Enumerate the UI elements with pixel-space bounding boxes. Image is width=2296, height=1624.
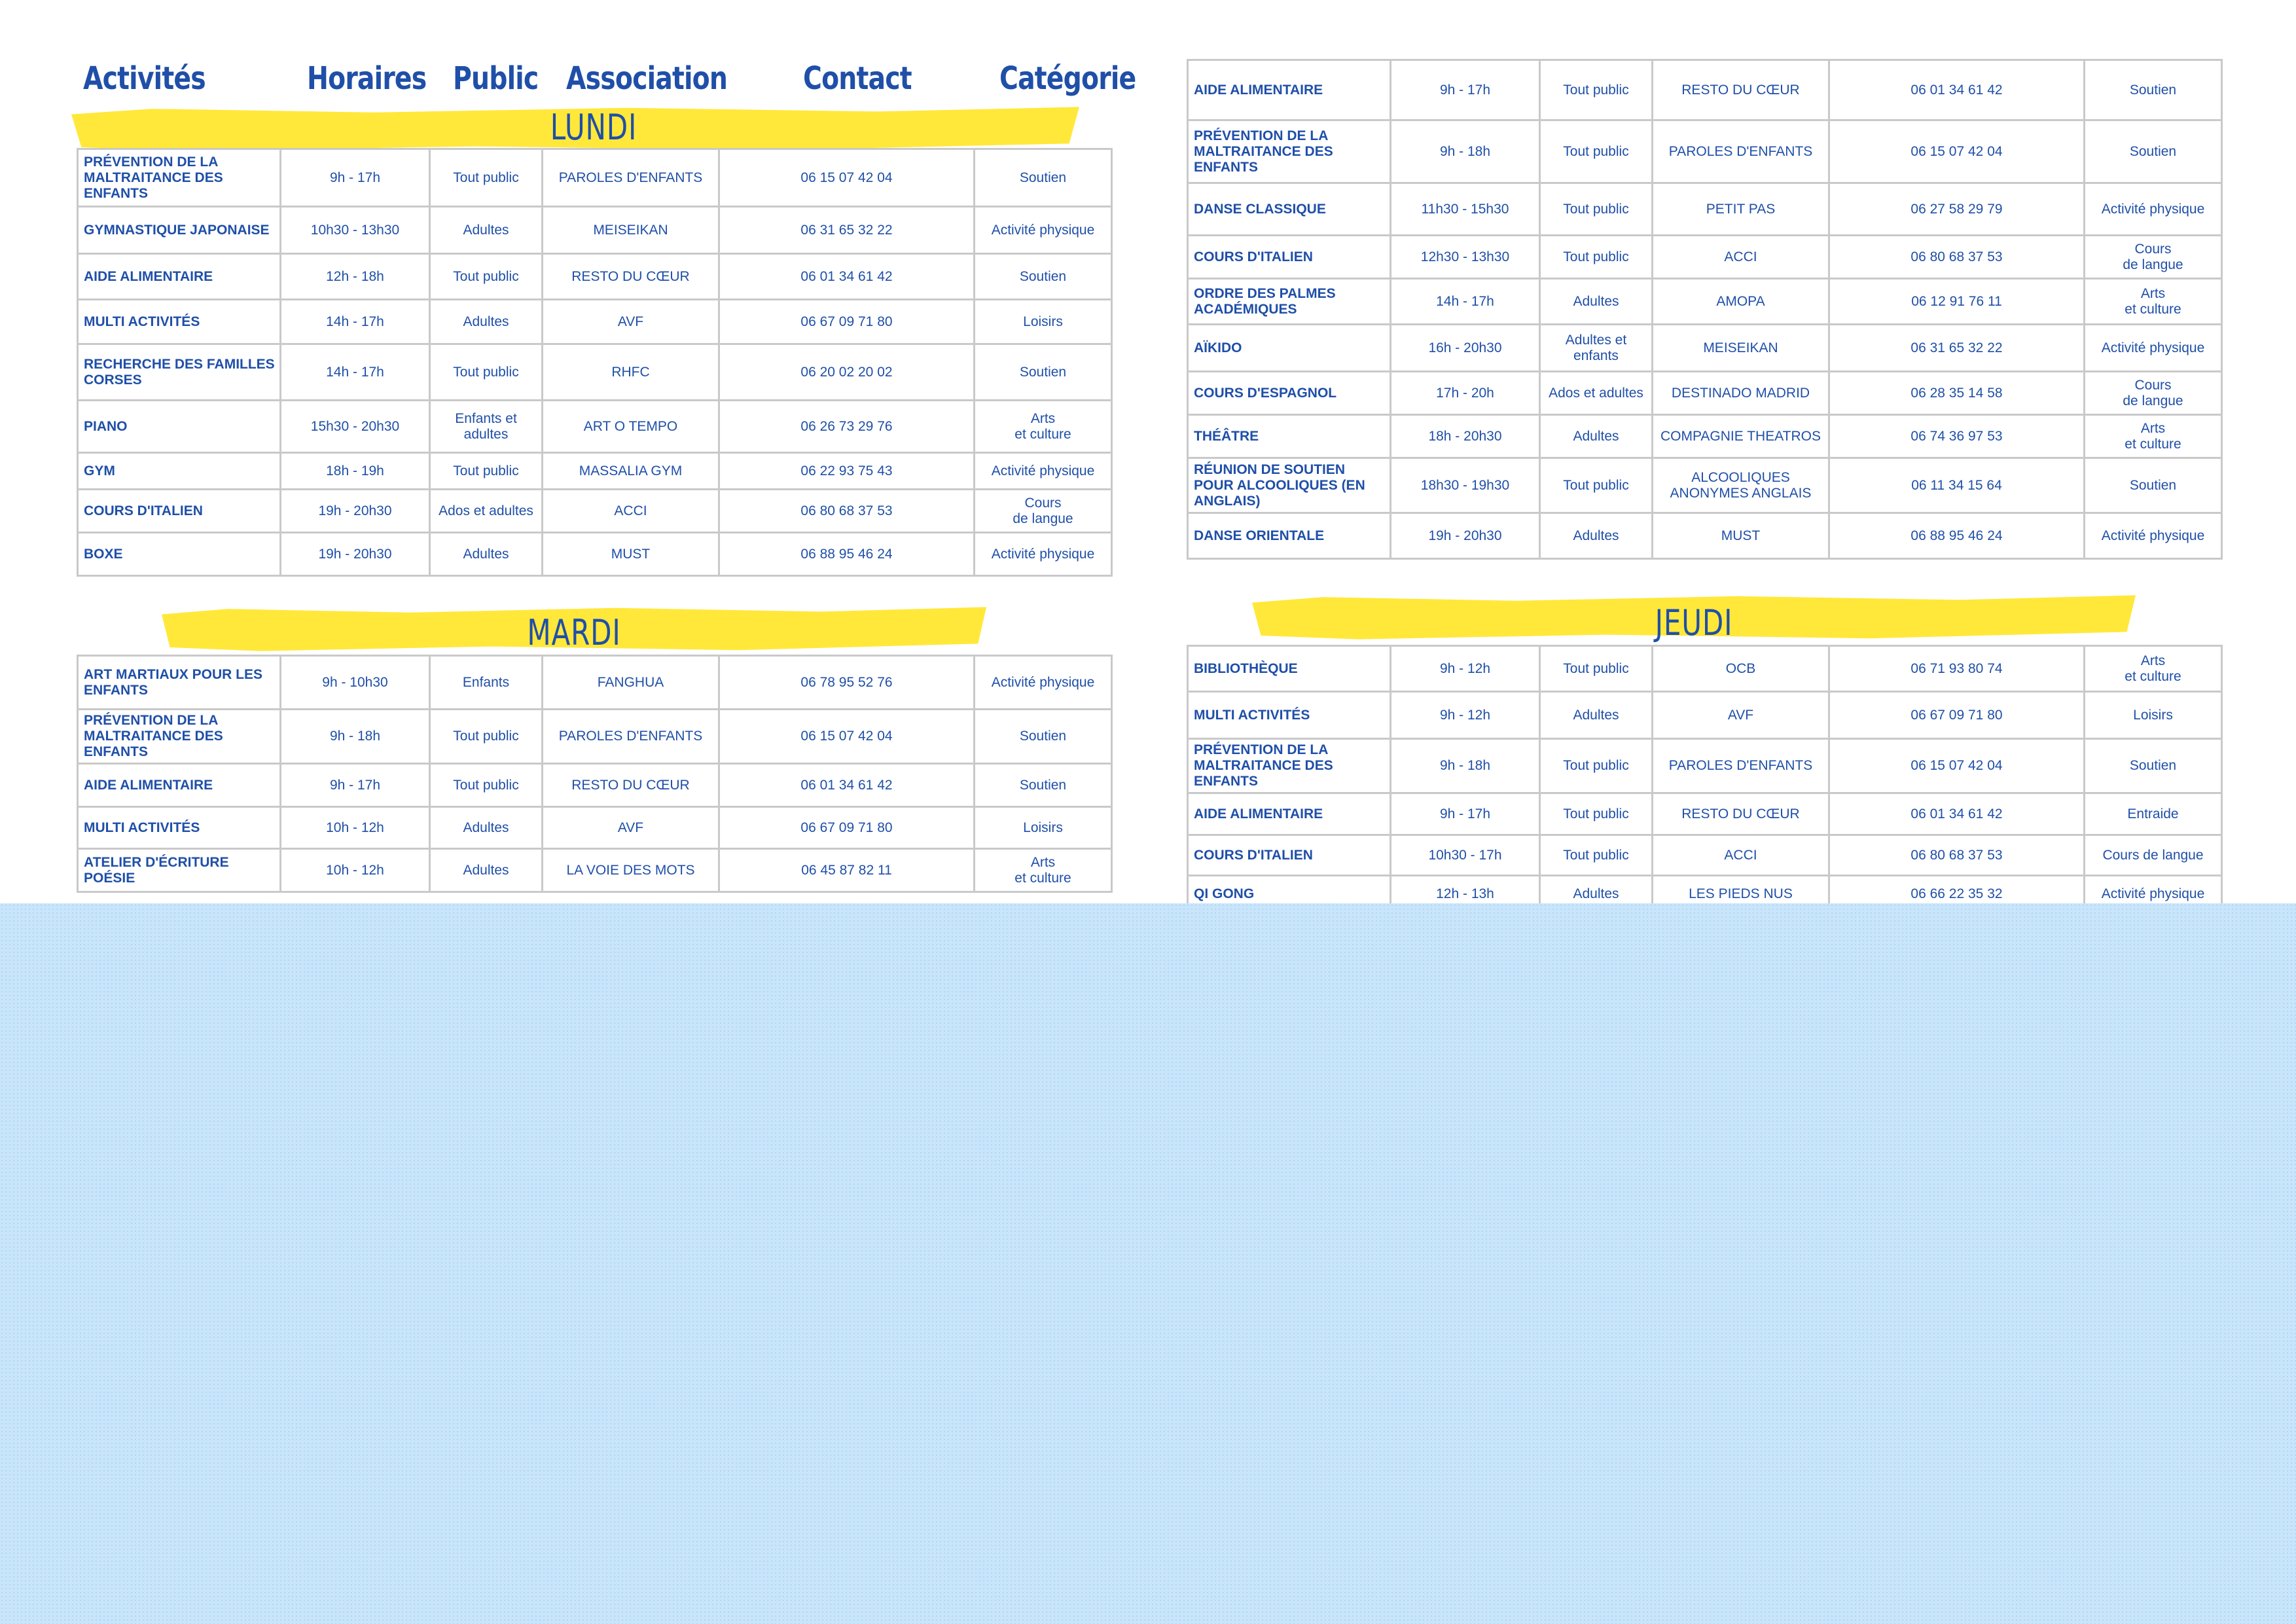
category-cell: Arts et culture bbox=[2085, 415, 2222, 458]
contact-cell: 06 88 95 46 24 bbox=[1829, 513, 2085, 559]
table-row bbox=[1188, 793, 2222, 835]
audience-cell: Ados et adultes bbox=[1540, 372, 1653, 415]
contact-cell: 06 45 87 82 11 bbox=[719, 849, 975, 892]
contact-cell: 06 80 68 37 53 bbox=[1829, 835, 2085, 876]
association-cell: RESTO DU CŒUR bbox=[543, 764, 719, 807]
category-cell: Entraide bbox=[2085, 793, 2222, 835]
activity-cell: THÉÂTRE bbox=[1188, 415, 1391, 458]
association-cell: PAROLES D'ENFANTS bbox=[1653, 739, 1829, 793]
category-cell: Activité physique bbox=[2085, 325, 2222, 372]
category-cell: Loisirs bbox=[2085, 692, 2222, 739]
mardi-title: MARDI bbox=[527, 612, 621, 653]
schedule-cell: 9h - 12h bbox=[1391, 646, 1540, 692]
association-cell: MASSALIA GYM bbox=[543, 453, 719, 490]
activity-cell: QI GONG bbox=[1188, 876, 1391, 912]
table-row bbox=[78, 710, 1112, 764]
table-row bbox=[1188, 692, 2222, 739]
activity-cell: COURS D'ESPAGNOL bbox=[1188, 372, 1391, 415]
activity-cell: PIANO bbox=[78, 401, 281, 453]
table-row bbox=[1188, 279, 2222, 325]
audience-cell: Tout public bbox=[430, 764, 543, 807]
blue-overlay bbox=[0, 903, 2296, 1624]
schedule-cell: 10h - 12h bbox=[281, 807, 430, 849]
activity-cell: PRÉVENTION DE LA MALTRAITANCE DES ENFANTS bbox=[1188, 739, 1391, 793]
activity-cell: GYMNASTIQUE JAPONAISE bbox=[78, 207, 281, 254]
contact-cell: 06 31 65 32 22 bbox=[1829, 325, 2085, 372]
association-cell: MUST bbox=[1653, 513, 1829, 559]
schedule-cell: 15h30 - 20h30 bbox=[281, 401, 430, 453]
association-cell: COMPAGNIE THEATROS bbox=[1653, 415, 1829, 458]
category-cell: Activité physique bbox=[2085, 183, 2222, 236]
table-row bbox=[1188, 513, 2222, 559]
header-public: Public bbox=[453, 60, 539, 97]
category-cell: Cours de langue bbox=[975, 490, 1112, 533]
audience-cell: Tout public bbox=[1540, 835, 1653, 876]
activity-cell: PRÉVENTION DE LA MALTRAITANCE DES ENFANTS bbox=[78, 710, 281, 764]
audience-cell: Tout public bbox=[1540, 458, 1653, 513]
association-cell: MEISEIKAN bbox=[543, 207, 719, 254]
table-row bbox=[1188, 60, 2222, 120]
table-row bbox=[1188, 325, 2222, 372]
activity-cell: MULTI ACTIVITÉS bbox=[78, 300, 281, 344]
contact-cell: 06 11 34 15 64 bbox=[1829, 458, 2085, 513]
activity-cell: AÏKIDO bbox=[1188, 325, 1391, 372]
contact-cell: 06 67 09 71 80 bbox=[719, 300, 975, 344]
audience-cell: Tout public bbox=[1540, 646, 1653, 692]
audience-cell: Adultes bbox=[430, 533, 543, 576]
mardi-table bbox=[77, 655, 1113, 893]
audience-cell: Tout public bbox=[1540, 183, 1653, 236]
schedule-cell: 9h - 10h30 bbox=[281, 656, 430, 710]
audience-cell: Adultes bbox=[1540, 513, 1653, 559]
audience-cell: Tout public bbox=[1540, 236, 1653, 279]
category-cell: Soutien bbox=[2085, 120, 2222, 183]
category-cell: Activité physique bbox=[975, 453, 1112, 490]
header-activites: Activités bbox=[83, 60, 206, 97]
association-cell: MEISEIKAN bbox=[1653, 325, 1829, 372]
table-row bbox=[1188, 120, 2222, 183]
association-cell: ALCOOLIQUES ANONYMES ANGLAIS bbox=[1653, 458, 1829, 513]
audience-cell: Adultes bbox=[430, 300, 543, 344]
category-cell: Soutien bbox=[975, 254, 1112, 300]
audience-cell: Tout public bbox=[430, 254, 543, 300]
association-cell: AMOPA bbox=[1653, 279, 1829, 325]
audience-cell: Adultes bbox=[1540, 692, 1653, 739]
activity-cell: ART MARTIAUX POUR LES ENFANTS bbox=[78, 656, 281, 710]
audience-cell: Tout public bbox=[1540, 120, 1653, 183]
schedule-cell: 12h - 18h bbox=[281, 254, 430, 300]
category-cell: Loisirs bbox=[975, 807, 1112, 849]
contact-cell: 06 74 36 97 53 bbox=[1829, 415, 2085, 458]
table-row bbox=[78, 656, 1112, 710]
category-cell: Cours de langue bbox=[2085, 372, 2222, 415]
audience-cell: Adultes bbox=[430, 807, 543, 849]
contact-cell: 06 15 07 42 04 bbox=[1829, 739, 2085, 793]
contact-cell: 06 22 93 75 43 bbox=[719, 453, 975, 490]
category-cell: Soutien bbox=[975, 764, 1112, 807]
category-cell: Activité physique bbox=[975, 207, 1112, 254]
category-cell: Soutien bbox=[975, 149, 1112, 207]
category-cell: Arts et culture bbox=[2085, 279, 2222, 325]
association-cell: MUST bbox=[543, 533, 719, 576]
contact-cell: 06 20 02 20 02 bbox=[719, 344, 975, 401]
jeudi-title: JEUDI bbox=[1655, 602, 1733, 643]
schedule-cell: 17h - 20h bbox=[1391, 372, 1540, 415]
jeudi-table bbox=[1187, 645, 2223, 913]
association-cell: OCB bbox=[1653, 646, 1829, 692]
activity-cell: GYM bbox=[78, 453, 281, 490]
lundi-table bbox=[77, 148, 1113, 577]
activity-cell: AIDE ALIMENTAIRE bbox=[1188, 60, 1391, 120]
activity-cell: AIDE ALIMENTAIRE bbox=[1188, 793, 1391, 835]
table-row bbox=[78, 490, 1112, 533]
activity-cell: PRÉVENTION DE LA MALTRAITANCE DES ENFANTS bbox=[1188, 120, 1391, 183]
schedule-cell: 14h - 17h bbox=[1391, 279, 1540, 325]
contact-cell: 06 71 93 80 74 bbox=[1829, 646, 2085, 692]
table-row bbox=[1188, 372, 2222, 415]
schedule-cell: 9h - 18h bbox=[281, 710, 430, 764]
table-row bbox=[78, 254, 1112, 300]
audience-cell: Adultes bbox=[1540, 279, 1653, 325]
association-cell: RESTO DU CŒUR bbox=[1653, 60, 1829, 120]
header-horaires: Horaires bbox=[307, 60, 427, 97]
table-row bbox=[78, 344, 1112, 401]
schedule-cell: 9h - 17h bbox=[1391, 60, 1540, 120]
table-row bbox=[78, 764, 1112, 807]
association-cell: LES PIEDS NUS bbox=[1653, 876, 1829, 912]
table-row bbox=[78, 849, 1112, 892]
association-cell: PAROLES D'ENFANTS bbox=[1653, 120, 1829, 183]
contact-cell: 06 15 07 42 04 bbox=[1829, 120, 2085, 183]
contact-cell: 06 67 09 71 80 bbox=[719, 807, 975, 849]
activity-cell: BOXE bbox=[78, 533, 281, 576]
schedule-cell: 16h - 20h30 bbox=[1391, 325, 1540, 372]
audience-cell: Tout public bbox=[430, 710, 543, 764]
activity-cell: COURS D'ITALIEN bbox=[1188, 835, 1391, 876]
association-cell: ACCI bbox=[1653, 835, 1829, 876]
contact-cell: 06 66 22 35 32 bbox=[1829, 876, 2085, 912]
activity-cell: AIDE ALIMENTAIRE bbox=[78, 254, 281, 300]
audience-cell: Tout public bbox=[430, 453, 543, 490]
category-cell: Arts et culture bbox=[975, 849, 1112, 892]
schedule-cell: 14h - 17h bbox=[281, 300, 430, 344]
header-categorie: Catégorie bbox=[999, 60, 1136, 97]
table-row bbox=[78, 207, 1112, 254]
schedule-cell: 11h30 - 15h30 bbox=[1391, 183, 1540, 236]
table-row bbox=[1188, 415, 2222, 458]
activity-cell: COURS D'ITALIEN bbox=[1188, 236, 1391, 279]
schedule-cell: 14h - 17h bbox=[281, 344, 430, 401]
audience-cell: Tout public bbox=[1540, 793, 1653, 835]
activity-cell: RECHERCHE DES FAMILLES CORSES bbox=[78, 344, 281, 401]
association-cell: ART O TEMPO bbox=[543, 401, 719, 453]
mercredi-table bbox=[1187, 59, 2223, 560]
category-cell: Soutien bbox=[2085, 458, 2222, 513]
schedule-cell: 18h - 20h30 bbox=[1391, 415, 1540, 458]
category-cell: Loisirs bbox=[975, 300, 1112, 344]
audience-cell: Tout public bbox=[430, 344, 543, 401]
table-row bbox=[1188, 458, 2222, 513]
contact-cell: 06 15 07 42 04 bbox=[719, 710, 975, 764]
contact-cell: 06 28 35 14 58 bbox=[1829, 372, 2085, 415]
activity-cell: MULTI ACTIVITÉS bbox=[78, 807, 281, 849]
column-headers bbox=[77, 60, 1136, 106]
header-association: Association bbox=[566, 60, 728, 97]
schedule-cell: 9h - 12h bbox=[1391, 692, 1540, 739]
table-row bbox=[78, 300, 1112, 344]
lundi-title: LUNDI bbox=[550, 107, 637, 148]
contact-cell: 06 78 95 52 76 bbox=[719, 656, 975, 710]
audience-cell: Adultes bbox=[430, 849, 543, 892]
schedule-cell: 19h - 20h30 bbox=[281, 490, 430, 533]
category-cell: Soutien bbox=[975, 344, 1112, 401]
contact-cell: 06 27 58 29 79 bbox=[1829, 183, 2085, 236]
contact-cell: 06 15 07 42 04 bbox=[719, 149, 975, 207]
contact-cell: 06 12 91 76 11 bbox=[1829, 279, 2085, 325]
association-cell: AVF bbox=[543, 300, 719, 344]
activity-cell: AIDE ALIMENTAIRE bbox=[78, 764, 281, 807]
table-row bbox=[78, 149, 1112, 207]
category-cell: Activité physique bbox=[2085, 513, 2222, 559]
activity-cell: BIBLIOTHÈQUE bbox=[1188, 646, 1391, 692]
table-row bbox=[1188, 236, 2222, 279]
schedule-cell: 19h - 20h30 bbox=[281, 533, 430, 576]
association-cell: PETIT PAS bbox=[1653, 183, 1829, 236]
category-cell: Arts et culture bbox=[975, 401, 1112, 453]
table-row bbox=[78, 453, 1112, 490]
table-row bbox=[78, 533, 1112, 576]
category-cell: Activité physique bbox=[2085, 876, 2222, 912]
audience-cell: Tout public bbox=[1540, 60, 1653, 120]
schedule-cell: 10h - 12h bbox=[281, 849, 430, 892]
contact-cell: 06 31 65 32 22 bbox=[719, 207, 975, 254]
table-row bbox=[78, 807, 1112, 849]
category-cell: Cours de langue bbox=[2085, 835, 2222, 876]
schedule-cell: 18h30 - 19h30 bbox=[1391, 458, 1540, 513]
activity-cell: COURS D'ITALIEN bbox=[78, 490, 281, 533]
category-cell: Arts et culture bbox=[2085, 646, 2222, 692]
category-cell: Soutien bbox=[2085, 739, 2222, 793]
activity-cell: PRÉVENTION DE LA MALTRAITANCE DES ENFANTS bbox=[78, 149, 281, 207]
audience-cell: Tout public bbox=[1540, 739, 1653, 793]
contact-cell: 06 01 34 61 42 bbox=[1829, 793, 2085, 835]
category-cell: Activité physique bbox=[975, 533, 1112, 576]
category-cell: Activité physique bbox=[975, 656, 1112, 710]
schedule-cell: 10h30 - 13h30 bbox=[281, 207, 430, 254]
schedule-cell: 9h - 17h bbox=[1391, 793, 1540, 835]
contact-cell: 06 01 34 61 42 bbox=[719, 254, 975, 300]
audience-cell: Adultes et enfants bbox=[1540, 325, 1653, 372]
category-cell: Soutien bbox=[2085, 60, 2222, 120]
schedule-cell: 9h - 18h bbox=[1391, 120, 1540, 183]
table-row bbox=[1188, 646, 2222, 692]
header-contact: Contact bbox=[803, 60, 912, 97]
audience-cell: Enfants bbox=[430, 656, 543, 710]
contact-cell: 06 01 34 61 42 bbox=[1829, 60, 2085, 120]
schedule-cell: 12h30 - 13h30 bbox=[1391, 236, 1540, 279]
association-cell: ACCI bbox=[543, 490, 719, 533]
audience-cell: Adultes bbox=[1540, 415, 1653, 458]
table-row bbox=[1188, 739, 2222, 793]
audience-cell: Enfants et adultes bbox=[430, 401, 543, 453]
schedule-cell: 12h - 13h bbox=[1391, 876, 1540, 912]
association-cell: RESTO DU CŒUR bbox=[1653, 793, 1829, 835]
association-cell: AVF bbox=[1653, 692, 1829, 739]
activity-cell: DANSE ORIENTALE bbox=[1188, 513, 1391, 559]
association-cell: PAROLES D'ENFANTS bbox=[543, 710, 719, 764]
schedule-cell: 9h - 18h bbox=[1391, 739, 1540, 793]
contact-cell: 06 80 68 37 53 bbox=[719, 490, 975, 533]
activity-cell: ORDRE DES PALMES ACADÉMIQUES bbox=[1188, 279, 1391, 325]
contact-cell: 06 26 73 29 76 bbox=[719, 401, 975, 453]
schedule-cell: 9h - 17h bbox=[281, 764, 430, 807]
activity-cell: ATELIER D'ÉCRITURE POÉSIE bbox=[78, 849, 281, 892]
schedule-cell: 19h - 20h30 bbox=[1391, 513, 1540, 559]
contact-cell: 06 80 68 37 53 bbox=[1829, 236, 2085, 279]
schedule-cell: 10h30 - 17h bbox=[1391, 835, 1540, 876]
association-cell: LA VOIE DES MOTS bbox=[543, 849, 719, 892]
association-cell: RHFC bbox=[543, 344, 719, 401]
contact-cell: 06 88 95 46 24 bbox=[719, 533, 975, 576]
audience-cell: Tout public bbox=[430, 149, 543, 207]
category-cell: Cours de langue bbox=[2085, 236, 2222, 279]
activity-cell: DANSE CLASSIQUE bbox=[1188, 183, 1391, 236]
activity-cell: MULTI ACTIVITÉS bbox=[1188, 692, 1391, 739]
schedule-cell: 18h - 19h bbox=[281, 453, 430, 490]
association-cell: DESTINADO MADRID bbox=[1653, 372, 1829, 415]
table-row bbox=[1188, 835, 2222, 876]
association-cell: FANGHUA bbox=[543, 656, 719, 710]
association-cell: ACCI bbox=[1653, 236, 1829, 279]
schedule-cell: 9h - 17h bbox=[281, 149, 430, 207]
table-row bbox=[78, 401, 1112, 453]
contact-cell: 06 67 09 71 80 bbox=[1829, 692, 2085, 739]
contact-cell: 06 01 34 61 42 bbox=[719, 764, 975, 807]
audience-cell: Ados et adultes bbox=[430, 490, 543, 533]
category-cell: Soutien bbox=[975, 710, 1112, 764]
association-cell: RESTO DU CŒUR bbox=[543, 254, 719, 300]
audience-cell: Adultes bbox=[430, 207, 543, 254]
activity-cell: RÉUNION DE SOUTIEN POUR ALCOOLIQUES (EN ANGLAIS) bbox=[1188, 458, 1391, 513]
audience-cell: Adultes bbox=[1540, 876, 1653, 912]
association-cell: PAROLES D'ENFANTS bbox=[543, 149, 719, 207]
table-row bbox=[1188, 183, 2222, 236]
association-cell: AVF bbox=[543, 807, 719, 849]
